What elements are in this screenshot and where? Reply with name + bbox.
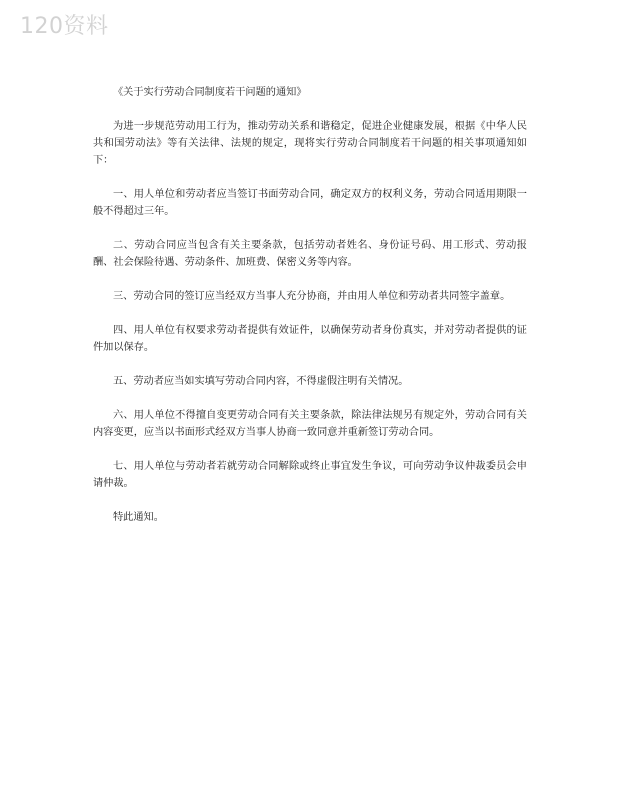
watermark-logo: 120资料 [20, 14, 109, 39]
paragraph-item-2: 二、劳动合同应当包含有关主要条款，包括劳动者姓名、身份证号码、用工形式、劳动报酬、社会保险待遇、劳动条件、加班费、保密义务等内容。 [93, 240, 527, 268]
paragraph-item-3: 三、劳动合同的签订应当经双方当事人充分协商，并由用人单位和劳动者共同签字盖章。 [113, 291, 511, 302]
document-body [93, 84, 527, 526]
paragraph-item-4: 四、用人单位有权要求劳动者提供有效证件，以确保劳动者身份真实，并对劳动者提供的证件加以保存。 [93, 325, 527, 353]
document-title: 《关于实行劳动合同制度若干问题的通知》 [113, 87, 307, 98]
paragraph-item-7: 七、用人单位与劳动者若就劳动合同解除或终止事宜发生争议，可向劳动争议仲裁委员会申请仲裁。 [93, 461, 527, 489]
paragraph-item-6: 六、用人单位不得擅自变更劳动合同有关主要条款，除法律法规另有规定外，劳动合同有关内容变更，应当以书面形式经双方当事人协商一致同意并重新签订劳动合同。 [93, 410, 527, 438]
paragraph-item-1: 一、用人单位和劳动者应当签订书面劳动合同，确定双方的权利义务，劳动合同适用期限一般不得超过三年。 [93, 189, 527, 217]
paragraph-item-5: 五、劳动者应当如实填写劳动合同内容，不得虚假注明有关情况。 [113, 376, 409, 387]
paragraph-intro: 为进一步规范劳动用工行为，推动劳动关系和谐稳定，促进企业健康发展，根据《中华人民共和国劳动法》等有关法律、法规的规定，现将实行劳动合同制度若干问题的相关事项通知如下： [93, 121, 527, 166]
paragraph-closing: 特此通知。 [113, 512, 164, 523]
